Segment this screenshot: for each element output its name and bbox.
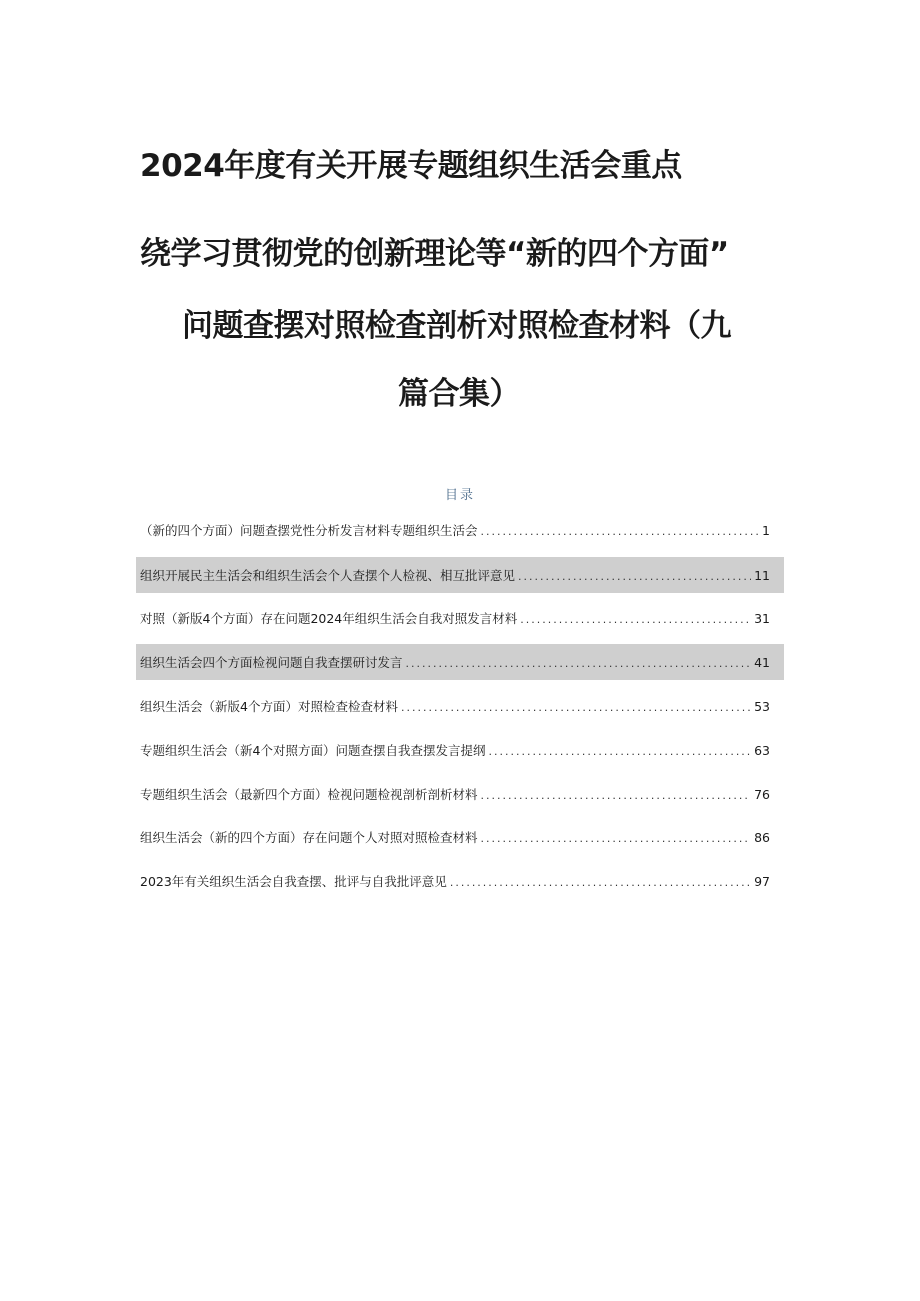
toc-entry-page-number: 86: [754, 829, 770, 845]
toc-entry[interactable]: [136, 557, 784, 593]
toc-entry-page-number: 76: [754, 786, 770, 802]
toc-entry[interactable]: [136, 688, 784, 724]
toc-heading: 目录: [444, 488, 475, 503]
toc-entry-title: 组织生活会（新的四个方面）存在问题个人对照对照检查材料: [140, 830, 478, 845]
toc-dot-leader: [481, 526, 760, 537]
toc-dot-leader: [406, 658, 752, 669]
toc-dot-leader: [488, 746, 751, 757]
toc-dot-leader: [450, 877, 751, 888]
toc-entry-title: 2023年有关组织生活会自我查摆、批评与自我批评意见: [140, 874, 447, 889]
toc-entry[interactable]: [136, 863, 784, 899]
toc-entry[interactable]: [136, 732, 784, 768]
toc-entry-page-number: 53: [754, 698, 770, 714]
toc-entry[interactable]: [136, 644, 784, 680]
toc-entry-page-number: 1: [762, 522, 770, 538]
toc-entry-page-number: 41: [754, 654, 770, 670]
toc-entry[interactable]: [136, 819, 784, 855]
toc-dot-leader: [481, 833, 752, 844]
toc-entry-page-number: 31: [754, 610, 770, 626]
document-title-line-3: 问题查摆对照检查剖析对照检查材料（九: [182, 308, 731, 344]
toc-entry-title: （新的四个方面）问题查摆党性分析发言材料专题组织生活会: [140, 523, 478, 538]
toc-entry[interactable]: [136, 776, 784, 812]
document-title-line-2: 绕学习贯彻党的创新理论等“新的四个方面”: [140, 236, 729, 272]
toc-entry-title: 对照（新版4个方面）存在问题2024年组织生活会自我对照发言材料: [140, 611, 518, 626]
toc-entry[interactable]: [136, 600, 784, 636]
toc-dot-leader: [520, 614, 751, 625]
toc-entry-page-number: 63: [754, 742, 770, 758]
toc-entry-title: 专题组织生活会（新4个对照方面）问题查摆自我查摆发言提纲: [140, 743, 486, 758]
toc-dot-leader: [481, 790, 752, 801]
toc-entry-title: 组织生活会四个方面检视问题自我查摆研讨发言: [140, 655, 403, 670]
toc-entry-page-number: 97: [754, 873, 770, 889]
toc-entry-title: 组织开展民主生活会和组织生活会个人查摆个人检视、相互批评意见: [140, 568, 516, 583]
document-title-line-4: 篇合集）: [398, 376, 520, 412]
toc-entry[interactable]: [136, 512, 784, 548]
toc-dot-leader: [518, 571, 751, 582]
toc-dot-leader: [401, 702, 751, 713]
toc-entry-title: 专题组织生活会（最新四个方面）检视问题检视剖析剖析材料: [140, 787, 478, 802]
document-title-line-1: 2024年度有关开展专题组织生活会重点: [140, 148, 682, 184]
toc-entry-page-number: 11: [754, 567, 770, 583]
toc-entry-title: 组织生活会（新版4个方面）对照检查检查材料: [140, 699, 398, 714]
